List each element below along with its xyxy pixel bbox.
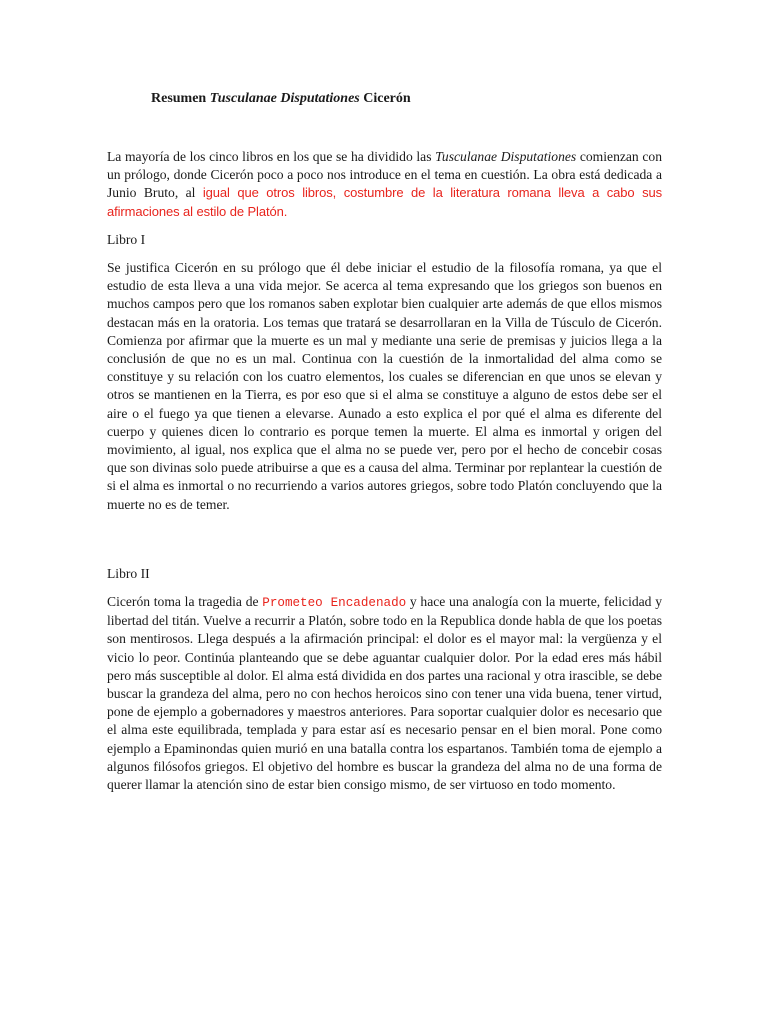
title-prefix: Resumen <box>151 91 207 106</box>
libro2-paragraph <box>107 593 662 794</box>
intro-red-text: igual que otros libros, costumbre de la literatura romana lleva a cabo sus afirmaciones al estilo de Platón. <box>107 185 662 219</box>
intro-text-2: comienzan con un prólogo, donde Cicerón poco a poco nos introduce en el tema en cuestión. La obra está dedicada a Junio Bruto, al <box>107 149 662 201</box>
intro-paragraph <box>107 148 662 221</box>
libro2-text-2: y hace una analogía con la muerte, felicidad y libertad del titán. Vuelve a recurrir a Platón, sobre todo en la Republica donde habla de que los poetas son mentirosos. Llega después a la afirmación principal: el dolor es el mayor mal: la vergüenza y el vicio lo peor. Continúa planteando que se debe aguantar cualquier dolor. Por la edad eres más hábil pero más susceptible al dolor. El alma está dividida en dos partes una racional y otra irascible, se debe buscar la grandeza del alma, pero no con hechos heroicos sino con tener una vida buena, tener virtud, pone de ejemplo a gobernadores y maestros anteriores. Para soportar cualquier dolor es necesario que el alma este equilibrada, templada y para estar así es necesario pensar en el bien moral. Pone como ejemplo a Epaminondas quien murió en una batalla contra los espartanos. También toma de ejemplo a algunos filósofos griegos. El objetivo del hombre es buscar la grandeza del alma no de una forma de querer llamar la atención sino de estar bien consigo mismo, de ser virtuoso en todo momento. <box>107 594 663 793</box>
document-title <box>151 91 411 107</box>
title-italic: Tusculanae Disputationes <box>209 91 360 106</box>
libro2-red-text: Prometeo Encadenado <box>262 596 407 610</box>
libro2-heading: Libro II <box>107 566 150 581</box>
libro2-text-1: Cicerón toma la tragedia de <box>107 594 263 609</box>
libro1-paragraph: Se justifica Cicerón en su prólogo que él debe iniciar el estudio de la filosofía romana, ya que el estudio de esta lleva a una vida mejor. Se acerca al tema expresando que los griegos son buenos en muchos campos pero que los romanos saben explotar bien cualquier arte además de que ellos mismos destacan más en la oratoria. Los temas que tratará se desarrollaran en la Villa de Túsculo de Cicerón. Comienza por afirmar que la muerte es un mal y mediante una serie de premisas y juicios llega a la conclusión de que no es un mal. Continua con la cuestión de la inmortalidad del alma como se constituye y su relación con los cuatro elementos, los cuales se diferencian en que unos se elevan y otros se mantienen en la Tierra, es por eso que si el alma se constituye a alguno de estos debe ser el aire o el fuego ya que tienen a elevarse. Aunado a esto explica el por qué el alma es diferente del cuerpo y quienes dicen lo contrario es porque temen la muerte. El alma es inmortal y origen del movimiento, al igual, nos explica que el alma no se puede ver, pero por el hecho de concebir cosas que son divinas solo puede atribuirse a que es a causa del alma. Terminar por replantear la cuestión de si el alma es inmortal o no recurriendo a varios autores griegos, sobre todo Platón concluyendo que la muerte no es de temer. <box>107 260 662 512</box>
libro1-heading: Libro I <box>107 232 146 247</box>
intro-text-1: La mayoría de los cinco libros en los que se ha dividido las <box>107 149 436 164</box>
title-suffix: Cicerón <box>363 91 411 106</box>
intro-italic: Tusculanae Disputationes <box>435 149 577 164</box>
